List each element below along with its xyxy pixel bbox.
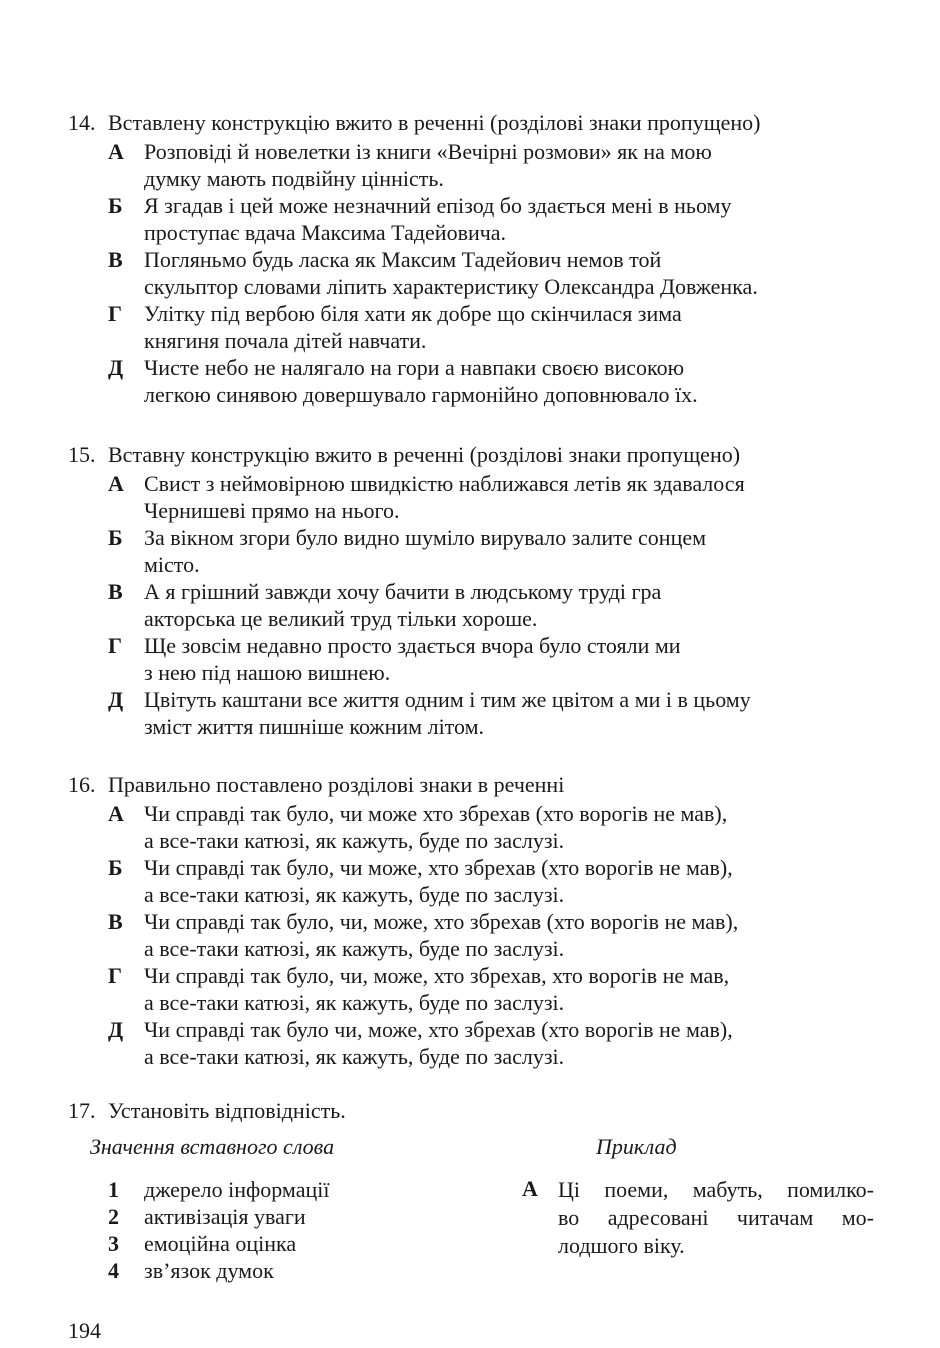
- option-letter: Б: [108, 525, 123, 550]
- option-line: Розповіді й новелетки із книги «Вечірні розмови» як на мою: [144, 139, 712, 164]
- option-letter: В: [108, 247, 123, 272]
- option-line: Чернишеві прямо на нього.: [144, 498, 400, 523]
- question-title: [68, 108, 888, 138]
- option-line: легкою синявою довершувало гармонійно доповнювало їх.: [144, 382, 698, 407]
- option-v: [68, 578, 888, 632]
- option-d: [68, 686, 888, 740]
- column-header-meaning: Значення вставного слова: [90, 1134, 335, 1159]
- item-text: активізація уваги: [144, 1204, 306, 1229]
- option-line: а все-таки катюзі, як кажуть, буде по заслузі.: [144, 1044, 565, 1069]
- option-a: [68, 800, 888, 854]
- option-line: думку мають подвійну цінність.: [144, 166, 444, 191]
- option-line: проступає вдача Максима Тадейовича.: [144, 220, 507, 245]
- option-line: з нею під нашою вишнею.: [144, 660, 391, 685]
- option-line: Чисте небо не налягало на гори а навпаки своєю високою: [144, 355, 685, 380]
- item-number: 3: [108, 1231, 119, 1256]
- option-letter: А: [108, 471, 124, 496]
- item-number: 2: [108, 1204, 119, 1229]
- option-line: зміст життя пишніше кожним літом.: [144, 714, 485, 739]
- option-line: Свист з неймовірною швидкістю наближався летів як здавалося: [144, 471, 745, 496]
- question-text: Вставлену конструкцію вжито в реченні (розділові знаки пропущено): [108, 110, 761, 135]
- item-number: 4: [108, 1258, 119, 1283]
- option-line: княгиня почала дітей навчати.: [144, 328, 427, 353]
- example-text: [522, 1176, 874, 1260]
- option-h: [68, 962, 888, 1016]
- question-number: 16.: [68, 772, 96, 797]
- option-letter: Г: [108, 633, 122, 658]
- option-line: Чи справді так було чи, може, хто збрехав (хто ворогів не мав),: [144, 1017, 733, 1042]
- item-text: зв’язок думок: [144, 1258, 274, 1283]
- column-header-example: Приклад: [596, 1134, 677, 1159]
- option-line: скульптор словами ліпить характеристику Олександра Довженка.: [144, 274, 758, 299]
- option-letter: А: [108, 139, 124, 164]
- option-b: [68, 854, 888, 908]
- option-d: [68, 1016, 888, 1070]
- example-line: лодшого віку.: [558, 1233, 685, 1258]
- question-14: [68, 108, 888, 408]
- option-letter: Д: [108, 355, 124, 380]
- question-16: [68, 770, 888, 1070]
- option-letter: Б: [108, 855, 123, 880]
- list-item: [108, 1257, 329, 1284]
- option-h: [68, 300, 888, 354]
- option-line: Я згадав і цей може незначний епізод бо здається мені в ньому: [144, 193, 732, 218]
- option-letter: Б: [108, 193, 123, 218]
- question-title: [68, 770, 888, 800]
- option-line: Чи справді так було, чи може хто збрехав (хто ворогів не мав),: [144, 801, 728, 826]
- option-line: а все-таки катюзі, як кажуть, буде по заслузі.: [144, 882, 565, 907]
- question-number: 14.: [68, 110, 96, 135]
- option-b: [68, 524, 888, 578]
- question-title: [68, 440, 888, 470]
- meanings-list: [108, 1176, 329, 1284]
- option-h: [68, 632, 888, 686]
- option-line: Чи справді так було, чи може, хто збрехав (хто ворогів не мав),: [144, 855, 733, 880]
- option-line: акторська це великий труд тільки хороше.: [144, 606, 538, 631]
- option-line: За вікном згори було видно шуміло вирувало залите сонцем: [144, 525, 707, 550]
- question-text: Вставну конструкцію вжито в реченні (розділові знаки пропущено): [108, 442, 741, 467]
- list-item: [108, 1203, 329, 1230]
- option-a: [68, 470, 888, 524]
- option-line: а все-таки катюзі, як кажуть, буде по заслузі.: [144, 828, 565, 853]
- example-item: [522, 1176, 874, 1260]
- list-item: [108, 1176, 329, 1203]
- option-line: Чи справді так було, чи, може, хто збрехав, хто ворогів не мав,: [144, 963, 730, 988]
- option-line: а все-таки катюзі, як кажуть, буде по заслузі.: [144, 990, 565, 1015]
- option-b: [68, 192, 888, 246]
- option-letter: В: [108, 909, 123, 934]
- question-number: 15.: [68, 442, 96, 467]
- item-text: джерело інформації: [144, 1177, 330, 1202]
- list-item: [108, 1230, 329, 1257]
- example-line: во адресовані читачам мо-: [558, 1205, 874, 1230]
- option-v: [68, 908, 888, 962]
- example-line: Ці поеми, мабуть, помилко-: [558, 1177, 874, 1202]
- option-line: Погляньмо будь ласка як Максим Тадейович немов той: [144, 247, 662, 272]
- option-letter: Г: [108, 301, 122, 326]
- question-17: [68, 1096, 888, 1126]
- option-letter: А: [108, 801, 124, 826]
- question-text: Правильно поставлено розділові знаки в реченні: [108, 772, 565, 797]
- page-number: 194: [68, 1318, 101, 1343]
- option-letter: Г: [108, 963, 122, 988]
- option-letter: В: [108, 579, 123, 604]
- option-line: Улітку під вербою біля хати як добре що скінчилася зима: [144, 301, 682, 326]
- option-line: а все-таки катюзі, як кажуть, буде по заслузі.: [144, 936, 565, 961]
- option-line: місто.: [144, 552, 200, 577]
- option-v: [68, 246, 888, 300]
- item-number: 1: [108, 1177, 119, 1202]
- option-line: Ще зовсім недавно просто здається вчора було стояли ми: [144, 633, 681, 658]
- question-title: [68, 1096, 888, 1126]
- question-text: Установіть відповідність.: [108, 1098, 346, 1123]
- option-a: [68, 138, 888, 192]
- item-text: емоційна оцінка: [144, 1231, 297, 1256]
- question-number: 17.: [68, 1098, 96, 1123]
- option-line: Чи справді так було, чи, може, хто збрехав (хто ворогів не мав),: [144, 909, 739, 934]
- option-letter: А: [522, 1176, 538, 1201]
- question-15: [68, 440, 888, 740]
- option-letter: Д: [108, 687, 124, 712]
- option-line: Цвітуть каштани все життя одним і тим же цвітом а ми і в цьому: [144, 687, 751, 712]
- option-d: [68, 354, 888, 408]
- option-line: А я грішний завжди хочу бачити в людському труді гра: [144, 579, 662, 604]
- option-letter: Д: [108, 1017, 124, 1042]
